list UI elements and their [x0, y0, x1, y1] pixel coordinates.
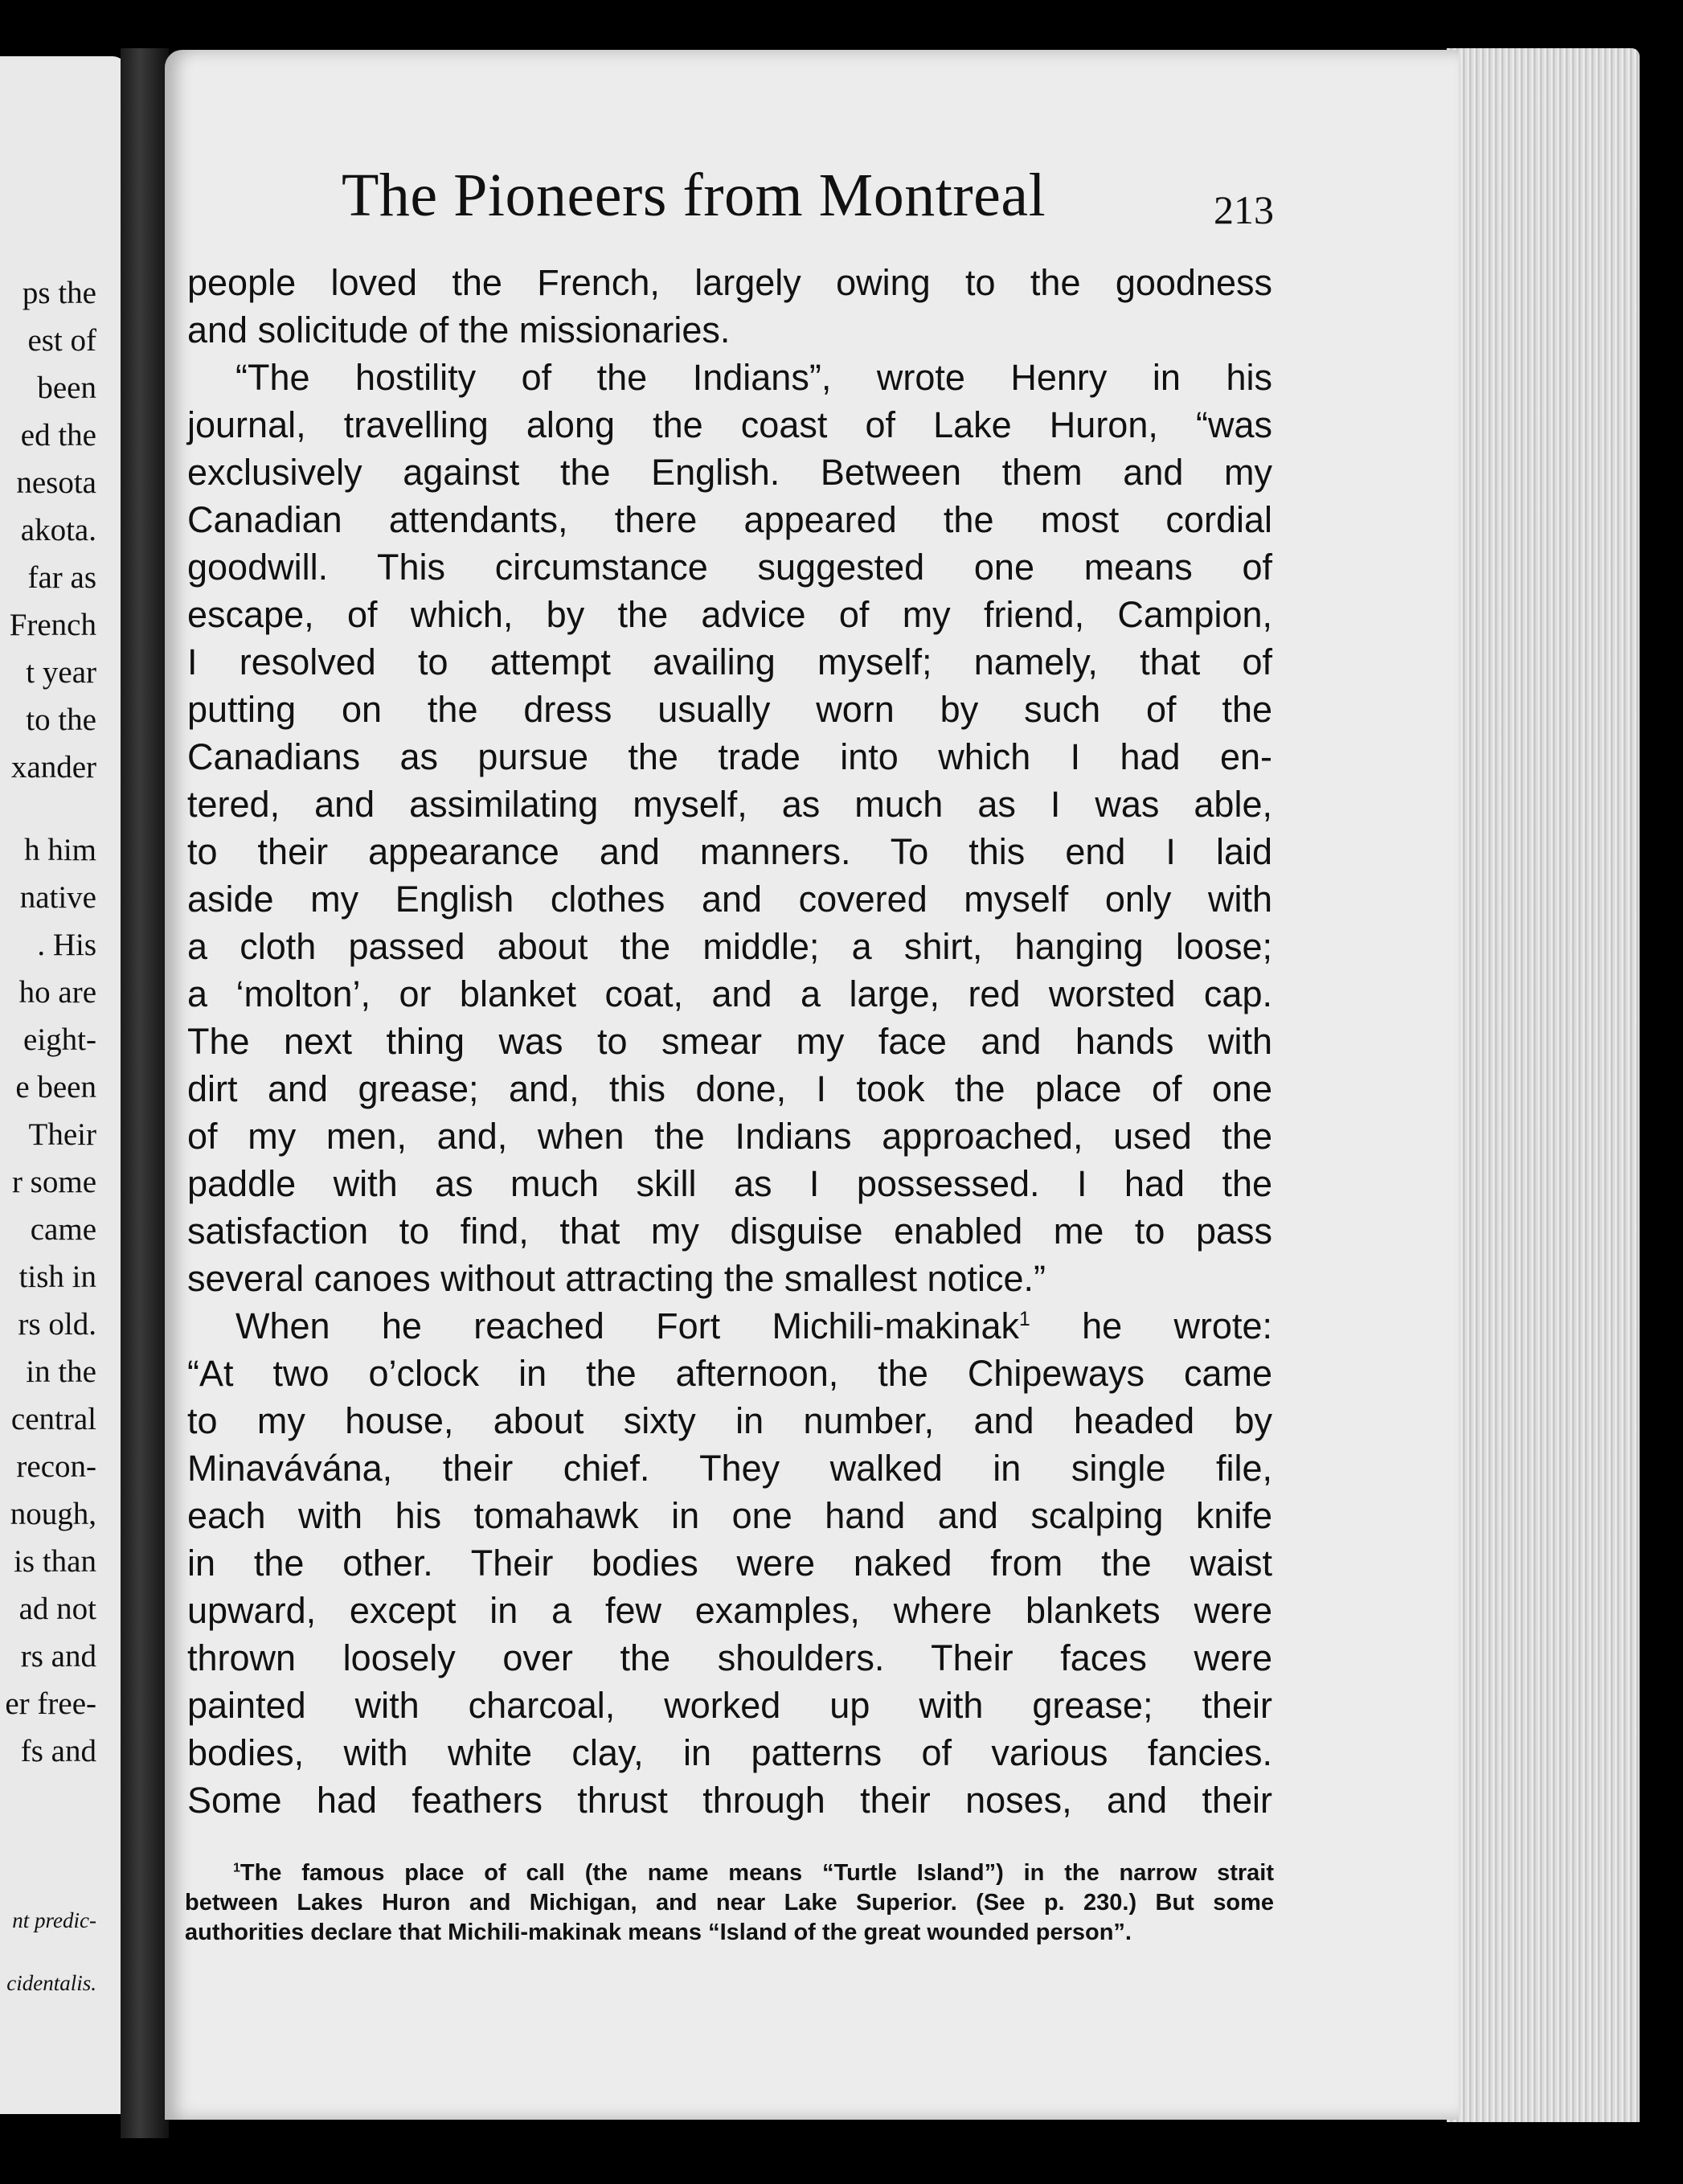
body-line: upward, except in a few examples, where blankets were	[187, 1590, 1272, 1631]
previous-page-line	[0, 791, 96, 826]
previous-page-text	[0, 269, 96, 1775]
previous-page-line: t year	[26, 655, 96, 690]
body-line: Minavávána, their chief. They walked in single file,	[187, 1448, 1272, 1489]
body-line: to my house, about sixty in number, and headed by	[187, 1400, 1272, 1441]
body-line: a cloth passed about the middle; a shirt, hanging loose;	[187, 926, 1272, 967]
previous-page-line: xander	[10, 750, 96, 785]
previous-page-line: fs and	[20, 1734, 96, 1768]
body-line: several canoes without attracting the smallest notice.”	[187, 1258, 1046, 1299]
body-line: The next thing was to smear my face and hands with	[187, 1021, 1272, 1062]
body-line: Canadians as pursue the trade into which I had en-	[187, 736, 1272, 777]
body-line: exclusively against the English. Between them and my	[187, 452, 1272, 493]
body-line: to their appearance and manners. To this end I laid	[187, 831, 1272, 872]
body-line: each with his tomahawk in one hand and scalping knife	[187, 1495, 1272, 1536]
body-line: escape, of which, by the advice of my friend, Campion,	[187, 594, 1272, 635]
previous-page-line: rs old.	[18, 1307, 96, 1342]
previous-page-line: recon-	[16, 1449, 96, 1484]
previous-page-line: tish in	[18, 1260, 96, 1294]
body-line	[187, 1302, 1272, 1350]
page-number: 213	[1214, 187, 1274, 232]
running-title: The Pioneers from Montreal	[342, 162, 1046, 229]
body-line: aside my English clothes and covered myself only with	[187, 879, 1272, 920]
body-line: goodwill. This circumstance suggested one means of	[187, 547, 1272, 588]
footnote-reference: 1	[1019, 1309, 1030, 1330]
previous-page-line: ad not	[18, 1592, 96, 1626]
body-line: painted with charcoal, worked up with grease; their	[187, 1685, 1272, 1726]
previous-page-line: er free-	[5, 1686, 96, 1721]
previous-page-line: far as	[27, 560, 96, 595]
body-line: “At two o’clock in the afternoon, the Chipeways came	[187, 1353, 1272, 1394]
body-line: bodies, with white clay, in patterns of various fancies.	[187, 1732, 1272, 1773]
footnote-line-3: authorities declare that Michili-makinak means “Island of the great wounded person”.	[185, 1920, 1132, 1945]
footnote-marker: 1	[233, 1861, 240, 1875]
page-edges	[1447, 48, 1640, 2122]
body-line: Some had feathers thrust through their noses, and their	[187, 1780, 1272, 1821]
body-line: tered, and assimilating myself, as much as I was able,	[187, 784, 1272, 825]
previous-page-line: nesota	[16, 465, 96, 500]
body-line-text: he wrote:	[1030, 1305, 1272, 1346]
previous-page-line: Their	[28, 1117, 96, 1152]
previous-page-line: in the	[26, 1354, 96, 1389]
body-line: of my men, and, when the Indians approached, used the	[187, 1116, 1272, 1157]
previous-page-line: French	[9, 608, 96, 642]
previous-page-line: been	[37, 371, 96, 405]
footnote	[185, 1858, 1274, 1948]
previous-page-line: nough,	[10, 1497, 96, 1531]
body-line: people loved the French, largely owing to the goodness	[187, 262, 1272, 303]
body-line: thrown loosely over the shoulders. Their faces were	[187, 1637, 1272, 1678]
previous-page-line: est of	[27, 323, 96, 358]
previous-page-note-line: nt predic-	[12, 1908, 96, 1932]
previous-page-line: rs and	[20, 1639, 96, 1674]
body-line: journal, travelling along the coast of Lake Huron, “was	[187, 404, 1272, 445]
previous-page-line: ed the	[20, 418, 96, 453]
body-line: dirt and grease; and, this done, I took the place of one	[187, 1068, 1272, 1109]
previous-page-fragment	[0, 56, 127, 2114]
previous-page-line: came	[30, 1212, 96, 1247]
previous-page-line: h him	[24, 833, 96, 867]
body-line: and solicitude of the missionaries.	[187, 309, 731, 350]
body-line: in the other. Their bodies were naked from the waist	[187, 1543, 1272, 1584]
body-line: I resolved to attempt availing myself; namely, that of	[187, 641, 1272, 682]
previous-page-line: to the	[26, 703, 96, 737]
previous-page-line: is than	[14, 1544, 96, 1579]
body-line: putting on the dress usually worn by such of the	[187, 689, 1272, 730]
previous-page-line: eight-	[23, 1022, 96, 1057]
previous-page-note-line: cidentalis.	[6, 1971, 96, 1995]
body-line: “The hostility of the Indians”, wrote Henry in his	[235, 357, 1272, 398]
body-text	[187, 259, 1272, 1824]
previous-page-footnotes	[6, 1889, 96, 2014]
footnote-line-2: between Lakes Huron and Michigan, and near Lake Superior. (See p. 230.) But some	[185, 1890, 1274, 1916]
previous-page-line: ho are	[18, 975, 96, 1010]
body-line: paddle with as much skill as I possessed. I had the	[187, 1163, 1272, 1204]
previous-page-line: native	[19, 880, 96, 915]
previous-page-line: r some	[11, 1165, 96, 1199]
previous-page-line: ps the	[22, 276, 96, 310]
previous-page-line: akota.	[20, 513, 96, 547]
body-line-text: When he reached Fort Michili-makinak	[235, 1305, 1020, 1346]
book-spine-gutter	[121, 48, 169, 2138]
previous-page-line: . His	[37, 928, 96, 962]
body-line: satisfaction to find, that my disguise enabled me to pass	[187, 1211, 1272, 1252]
body-line: a ‘molton’, or blanket coat, and a large, red worsted cap.	[187, 973, 1272, 1014]
previous-page-line: e been	[15, 1070, 96, 1104]
footnote-line-1: $^1$The famous place of call (the name means “Turtle Island”) in the narrow strait	[233, 1860, 1274, 1886]
previous-page-line: central	[10, 1402, 96, 1436]
body-line: Canadian attendants, there appeared the most cordial	[187, 499, 1272, 540]
